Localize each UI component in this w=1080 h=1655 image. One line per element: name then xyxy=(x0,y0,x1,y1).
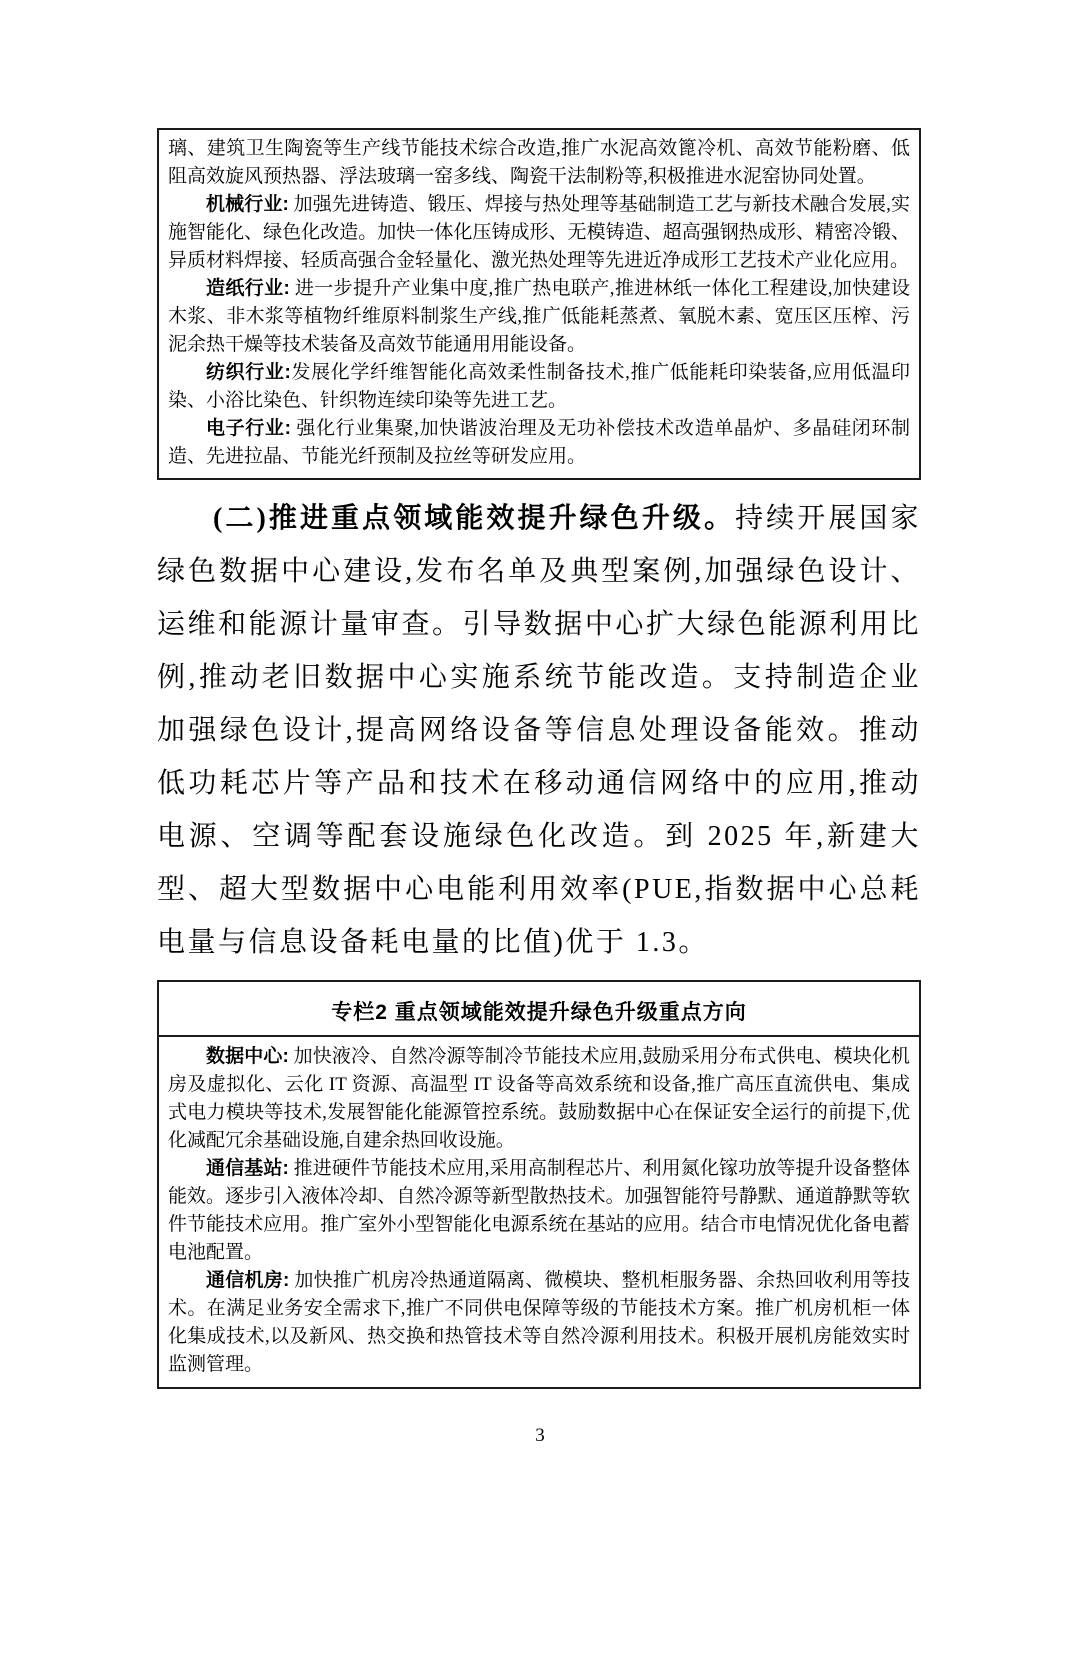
continuation-paragraph: 璃、建筑卫生陶瓷等生产线节能技术综合改造,推广水泥高效篦冷机、高效节能粉磨、低阻高效旋风预热器、浮法玻璃一窑多线、陶瓷干法制粉等,积极推进水泥窑协同处置。 xyxy=(168,138,910,187)
data-center-label: 数据中心: xyxy=(206,1046,289,1067)
paragraph-data-center xyxy=(168,1043,910,1155)
data-center-text: 加快液冷、自然冷源等制冷节能技术应用,鼓励采用分布式供电、模块化机房及虚拟化、云化 IT 资源、高温型 IT 设备等高效系统和设备,推广高压直流供电、集成式电力模块等技术,发展智能化能源管控系统。鼓励数据中心在保证安全运行的前提下,优化减配冗余基础设施,自建余热回收设施。 xyxy=(168,1046,911,1151)
base-station-label: 通信基站: xyxy=(206,1158,289,1179)
base-station-text: 推进硬件节能技术应用,采用高制程芯片、利用氮化镓功放等提升设备整体能效。逐步引入液体冷却、自然冷源等新型散热技术。加强智能符号静默、通道静默等软件节能技术应用。推广室外小型智能化电源系统在基站的应用。结合市电情况优化备电蓄电池配置。 xyxy=(168,1158,911,1263)
paragraph-telecom-room xyxy=(168,1267,910,1379)
page-number: 3 xyxy=(535,1425,545,1446)
column-2-box xyxy=(157,980,921,1389)
paragraph-textile-industry xyxy=(168,359,910,415)
textile-industry-text: 发展化学纤维智能化高效柔性制备技术,推广低能耗印染装备,应用低温印染、小浴比染色、针织物连续印染等先进工艺。 xyxy=(168,362,910,411)
paper-industry-text: 进一步提升产业集中度,推广热电联产,推进林纸一体化工程建设,加快建设木浆、非木浆等植物纤维原料制浆生产线,推广低能耗蒸煮、氧脱木素、宽压区压榨、污泥余热干燥等技术装备及高效节能通用用能设备。 xyxy=(168,278,910,355)
section-2-heading: (二)推进重点领域能效提升绿色升级。 xyxy=(213,503,736,534)
electronics-industry-label: 电子行业: xyxy=(206,418,291,439)
telecom-room-label: 通信机房: xyxy=(206,1270,290,1291)
industry-measures-box xyxy=(157,128,921,480)
paragraph-paper-industry xyxy=(168,275,910,359)
paragraph-machinery-industry xyxy=(168,191,910,275)
telecom-room-text: 加快推广机房冷热通道隔离、微模块、整机柜服务器、余热回收利用等技术。在满足业务安全需求下,推广不同供电保障等级的节能技术方案。推广机房机柜一体化集成技术,以及新风、热交换和热管技术等自然冷源利用技术。积极开展机房能效实时监测管理。 xyxy=(168,1270,910,1375)
textile-industry-label: 纺织行业: xyxy=(206,362,291,383)
paper-industry-label: 造纸行业: xyxy=(206,278,290,299)
machinery-industry-label: 机械行业: xyxy=(206,194,289,215)
column-2-title: 专栏2 重点领域能效提升绿色升级重点方向 xyxy=(159,982,919,1037)
document-page xyxy=(0,128,1080,1655)
section-2-body: 持续开展国家绿色数据中心建设,发布名单及典型案例,加强绿色设计、运维和能源计量审查。引导数据中心扩大绿色能源利用比例,推动老旧数据中心实施系统节能改造。支持制造企业加强绿色设计,提高网络设备等信息处理设备能效。推动低功耗芯片等产品和技术在移动通信网络中的应用,推动电源、空调等配套设施绿色化改造。到 2025 年,新建大型、超大型数据中心电能利用效率(PUE,指数据中心总耗电量与信息设备耗电量的比值)优于 1.3。 xyxy=(157,503,921,958)
machinery-industry-text: 加强先进铸造、锻压、焊接与热处理等基础制造工艺与新技术融合发展,实施智能化、绿色化改造。加快一体化压铸成形、无模铸造、超高强钢热成形、精密冷锻、异质材料焊接、轻质高强合金轻量化、激光热处理等先进近净成形工艺技术产业化应用。 xyxy=(168,194,911,271)
section-2-paragraph xyxy=(157,492,921,969)
electronics-industry-text: 强化行业集聚,加快谐波治理及无功补偿技术改造单晶炉、多晶硅闭环制造、先进拉晶、节能光纤预制及拉丝等研发应用。 xyxy=(168,418,911,467)
column-2-body xyxy=(159,1037,919,1387)
section-2-green-upgrade xyxy=(157,492,921,969)
paragraph-electronics-industry xyxy=(168,415,910,471)
paragraph-base-station xyxy=(168,1155,910,1267)
